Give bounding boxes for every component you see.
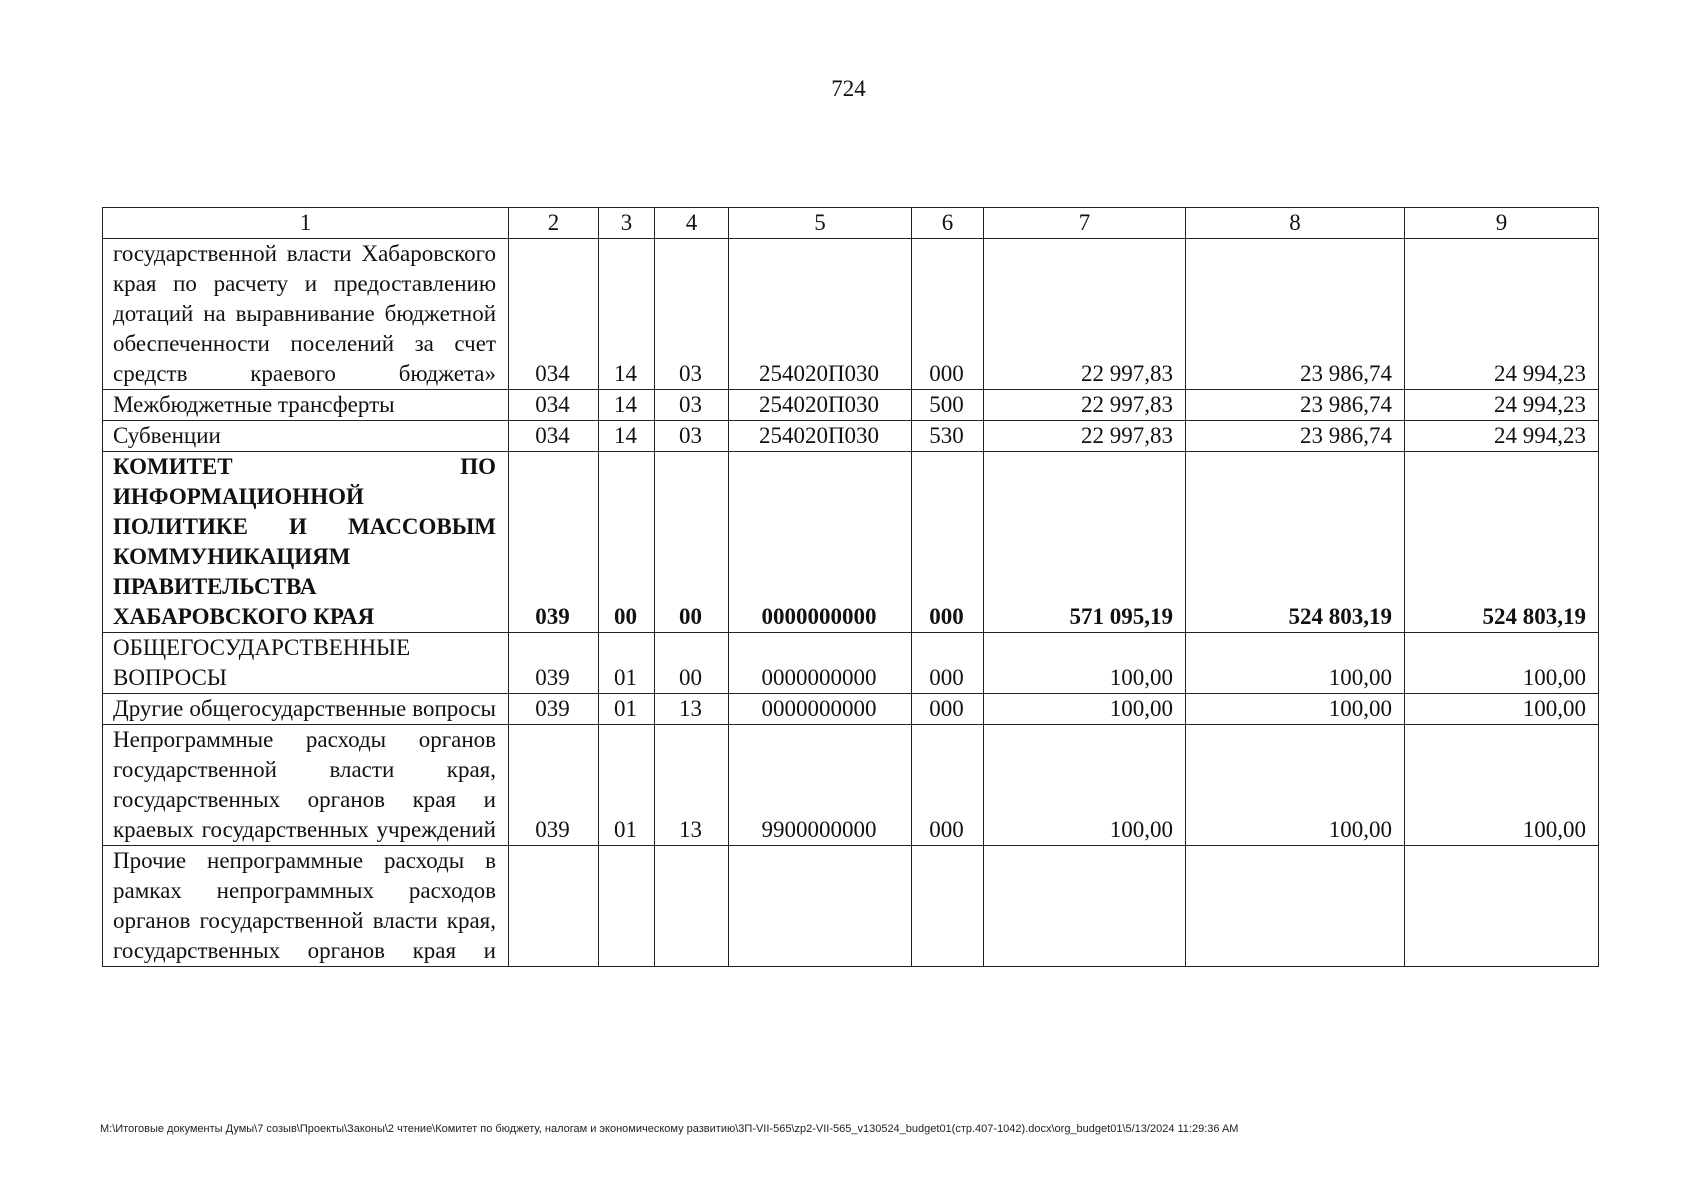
page-number: 724	[831, 76, 866, 101]
cell-amount-9: 24 994,23	[1405, 239, 1599, 390]
header-cell: 9	[1405, 208, 1599, 239]
cell-amount-8: 100,00	[1186, 633, 1405, 694]
file-path-footer: M:\Итоговые документы Думы\7 созыв\Проекты\Законы\2 чтение\Комитет по бюджету, налогам и экономическому развитию\3П-VII-565\zp2-VII-565_v130524_budget01(стр.407-1042).docx\org_budget01\5/13/2024 11:29:36 AM	[100, 1123, 1239, 1135]
cell-amount-7: 100,00	[984, 725, 1186, 846]
cell-section: 14	[599, 239, 655, 390]
cell-subsection: 00	[655, 452, 729, 633]
cell-target-article: 0000000000	[729, 694, 912, 725]
cell-expense-type: 500	[912, 390, 984, 421]
header-cell: 7	[984, 208, 1186, 239]
cell-section: 01	[599, 633, 655, 694]
row-name: ОБЩЕГОСУДАРСТВЕННЫЕ ВОПРОСЫ	[103, 633, 509, 694]
cell-amount-8	[1186, 846, 1405, 967]
cell-ministry-code: 039	[509, 725, 599, 846]
cell-subsection: 03	[655, 421, 729, 452]
cell-amount-9: 24 994,23	[1405, 390, 1599, 421]
cell-amount-8: 100,00	[1186, 725, 1405, 846]
cell-amount-8: 100,00	[1186, 694, 1405, 725]
cell-amount-8: 23 986,74	[1186, 390, 1405, 421]
table-row	[103, 390, 1599, 421]
cell-amount-7: 22 997,83	[984, 239, 1186, 390]
cell-amount-9	[1405, 846, 1599, 967]
cell-section: 01	[599, 694, 655, 725]
cell-expense-type: 000	[912, 452, 984, 633]
cell-target-article: 254020П030	[729, 421, 912, 452]
cell-section: 00	[599, 452, 655, 633]
cell-expense-type: 530	[912, 421, 984, 452]
cell-section: 01	[599, 725, 655, 846]
row-name: Непрограммные расходы органов государственной власти края, государственных органов края и краевых государственных учреждений	[103, 725, 509, 846]
table-row	[103, 239, 1599, 390]
row-name: Межбюджетные трансферты	[103, 390, 509, 421]
table-row	[103, 725, 1599, 846]
cell-expense-type	[912, 846, 984, 967]
cell-amount-7: 100,00	[984, 633, 1186, 694]
cell-expense-type: 000	[912, 694, 984, 725]
header-cell: 1	[103, 208, 509, 239]
cell-ministry-code: 039	[509, 452, 599, 633]
cell-subsection	[655, 846, 729, 967]
row-name: КОМИТЕТ ПО ИНФОРМАЦИОННОЙ ПОЛИТИКЕ И МАССОВЫМ КОММУНИКАЦИЯМ ПРАВИТЕЛЬСТВА ХАБАРОВСКОГО КРАЯ	[103, 452, 509, 633]
cell-expense-type: 000	[912, 239, 984, 390]
cell-amount-7: 22 997,83	[984, 390, 1186, 421]
cell-target-article: 254020П030	[729, 239, 912, 390]
header-cell: 5	[729, 208, 912, 239]
table-row	[103, 694, 1599, 725]
cell-section	[599, 846, 655, 967]
cell-subsection: 13	[655, 694, 729, 725]
cell-subsection: 00	[655, 633, 729, 694]
cell-expense-type: 000	[912, 725, 984, 846]
cell-amount-9: 100,00	[1405, 633, 1599, 694]
header-cell: 8	[1186, 208, 1405, 239]
table-row	[103, 421, 1599, 452]
cell-amount-7: 22 997,83	[984, 421, 1186, 452]
cell-amount-8: 524 803,19	[1186, 452, 1405, 633]
cell-ministry-code: 039	[509, 633, 599, 694]
cell-subsection: 13	[655, 725, 729, 846]
cell-target-article	[729, 846, 912, 967]
cell-amount-7: 571 095,19	[984, 452, 1186, 633]
cell-amount-9: 24 994,23	[1405, 421, 1599, 452]
table-header-row	[103, 208, 1599, 239]
cell-amount-7	[984, 846, 1186, 967]
cell-expense-type: 000	[912, 633, 984, 694]
cell-target-article: 254020П030	[729, 390, 912, 421]
cell-amount-9: 524 803,19	[1405, 452, 1599, 633]
cell-ministry-code: 034	[509, 239, 599, 390]
header-cell: 6	[912, 208, 984, 239]
cell-amount-8: 23 986,74	[1186, 239, 1405, 390]
table-row	[103, 452, 1599, 633]
row-name: Прочие непрограммные расходы в рамках непрограммных расходов органов государственной власти края, государственных органов края и	[103, 846, 509, 967]
cell-subsection: 03	[655, 239, 729, 390]
cell-section: 14	[599, 390, 655, 421]
table-row	[103, 633, 1599, 694]
cell-amount-9: 100,00	[1405, 694, 1599, 725]
cell-section: 14	[599, 421, 655, 452]
row-name: Субвенции	[103, 421, 509, 452]
cell-target-article: 9900000000	[729, 725, 912, 846]
row-name: Другие общегосударственные вопросы	[103, 694, 509, 725]
table-row	[103, 846, 1599, 967]
header-cell: 2	[509, 208, 599, 239]
cell-ministry-code: 039	[509, 694, 599, 725]
header-cell: 3	[599, 208, 655, 239]
cell-subsection: 03	[655, 390, 729, 421]
cell-ministry-code	[509, 846, 599, 967]
cell-amount-7: 100,00	[984, 694, 1186, 725]
cell-amount-9: 100,00	[1405, 725, 1599, 846]
cell-ministry-code: 034	[509, 421, 599, 452]
row-name: государственной власти Хабаровского края по расчету и предоставлению дотаций на выравнивание бюджетной обеспеченности поселений за счет средств краевого бюджета»	[103, 239, 509, 390]
cell-target-article: 0000000000	[729, 452, 912, 633]
budget-table	[102, 207, 1599, 967]
cell-target-article: 0000000000	[729, 633, 912, 694]
cell-amount-8: 23 986,74	[1186, 421, 1405, 452]
cell-ministry-code: 034	[509, 390, 599, 421]
header-cell: 4	[655, 208, 729, 239]
